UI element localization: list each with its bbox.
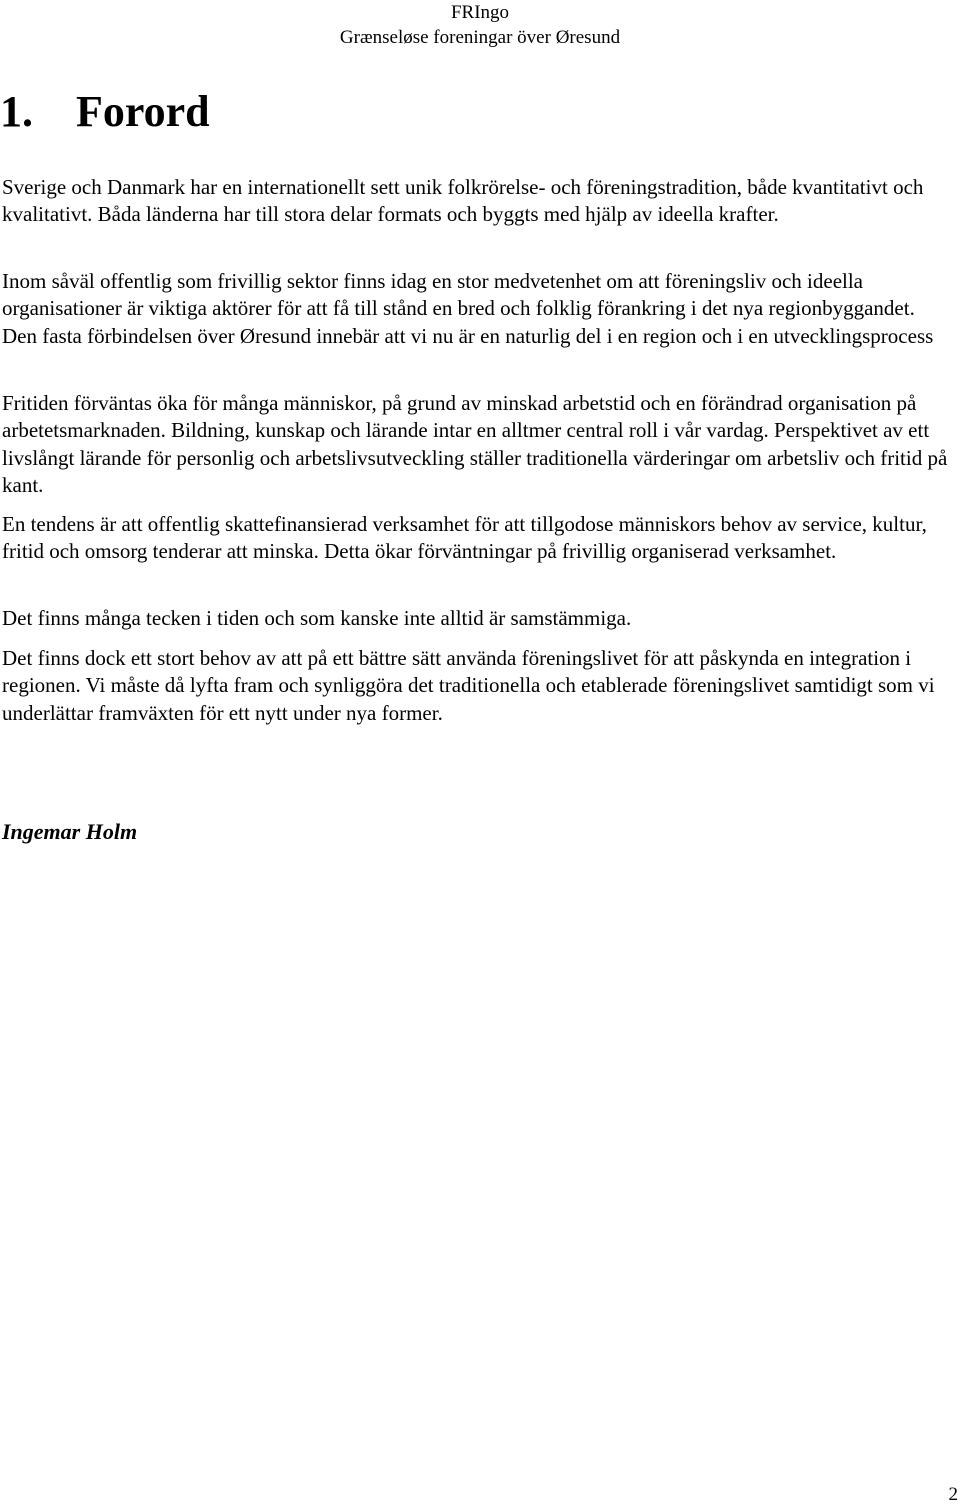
header-title: FRIngo bbox=[450, 2, 510, 23]
signature: Ingemar Holm bbox=[2, 819, 138, 844]
paragraph: Det finns många tecken i tiden och som kanske inte alltid är samstämmiga. bbox=[2, 606, 632, 630]
paragraph: En tendens är att offentlig skattefinansierad verksamhet för att tillgodose människors behov av service, kultur, fritid och omsorg tenderar att minska. Detta ökar förväntningar på frivillig organiserad verksamhet. bbox=[2, 512, 927, 564]
paragraph: Det finns dock ett stort behov av att på ett bättre sätt använda föreningslivet för att påskynda en integration i regionen. Vi måste då lyfta fram och synliggöra det traditionella och etablerade föreningslivet samtidigt som vi underlättar framväxten för ett nytt under nya former. bbox=[2, 646, 935, 725]
paragraph: Inom såväl offentlig som frivillig sektor finns idag en stor medvetenhet om att föreningsliv och ideella organisationer är viktiga aktörer för att få till stånd en bred och folklig förankring i det nya regionbyggandet. Den fasta förbindelsen över Øresund innebär att vi nu är en naturlig del i en region och i en utvecklingsprocess bbox=[2, 269, 934, 348]
page-header bbox=[260, 0, 700, 50]
paragraph: Sverige och Danmark har en internationellt sett unik folkrörelse- och föreningstradition, både kvantitativt och kvalitativt. Båda länderna har till stora delar formats och byggts med hjälp av ideella krafter. bbox=[2, 175, 924, 227]
paragraph: Fritiden förväntas öka för många människor, på grund av minskad arbetstid och en förändrad organisation på arbetetsmarknaden. Bildning, kunskap och lärande intar en alltmer central roll i vår vardag. Perspektivet av ett livslångt lärande för personlig och arbetslivsutveckling ställer traditionella värderingar om arbetsliv och fritid på kant. bbox=[2, 391, 948, 497]
section-number: 1. bbox=[0, 87, 33, 136]
section-heading bbox=[0, 84, 210, 140]
header-subtitle: Grænseløse foreningar över Øresund bbox=[339, 27, 621, 48]
page-number: 2 bbox=[948, 1484, 958, 1505]
section-title: Forord bbox=[76, 87, 210, 136]
